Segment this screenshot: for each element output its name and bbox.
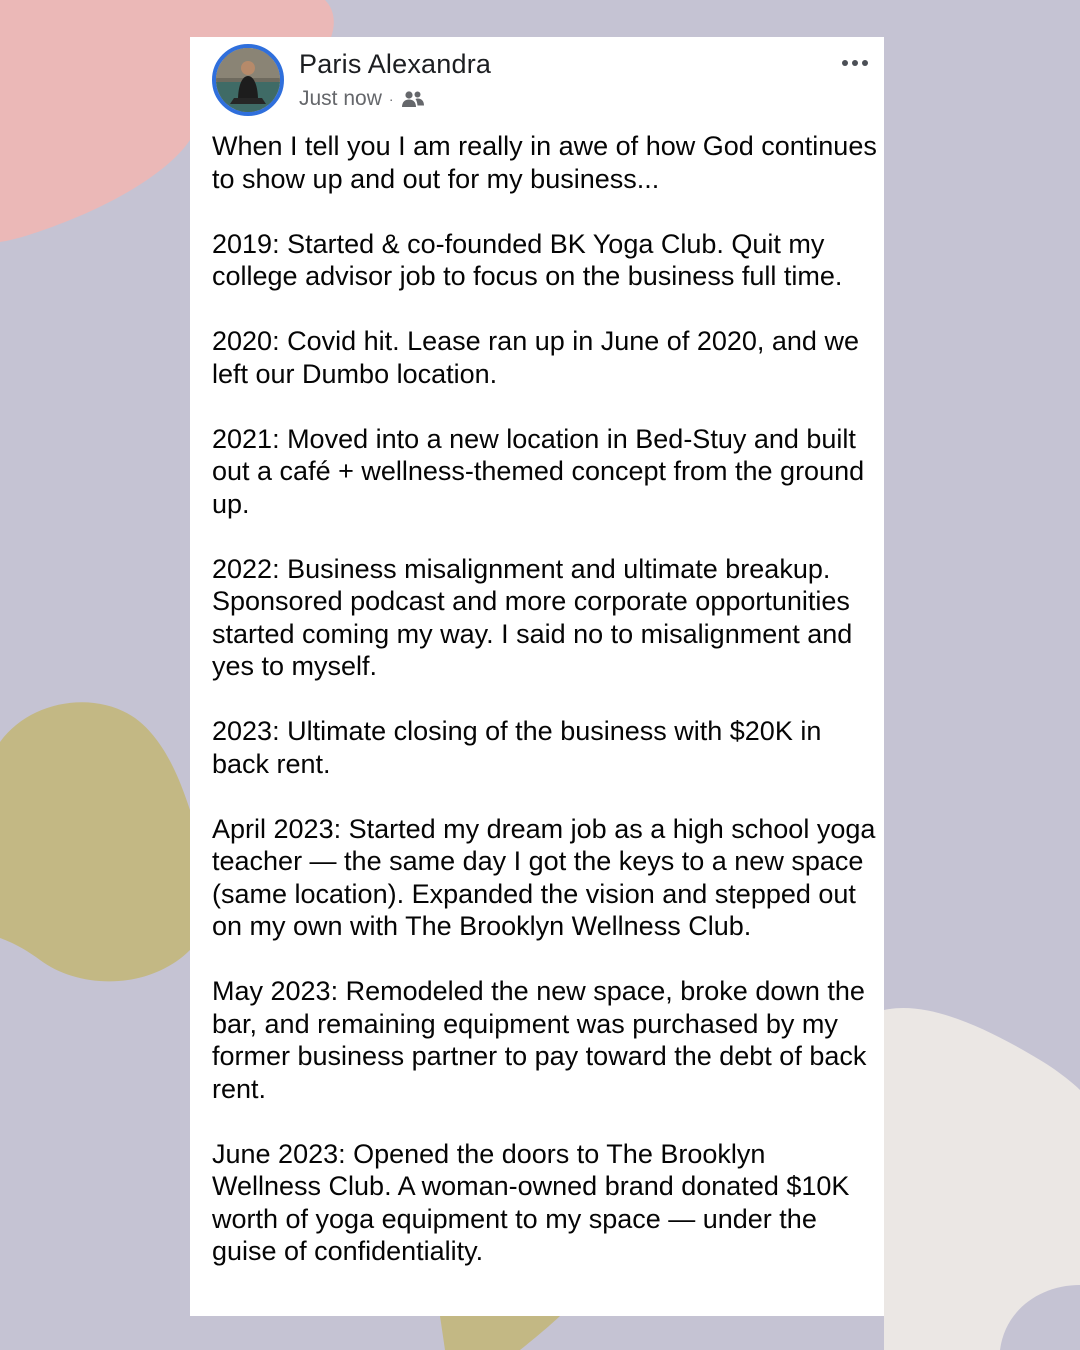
more-options-button[interactable] <box>838 53 872 73</box>
post-paragraph: 2019: Started & co-founded BK Yoga Club. Quit my college advisor job to focus on the business full time. <box>212 228 843 291</box>
post-paragraph: 2021: Moved into a new location in Bed-Stuy and built out a café + wellness-themed concept from the ground up. <box>212 423 865 519</box>
post-header <box>190 37 884 127</box>
avatar-photo <box>216 48 280 112</box>
timestamp[interactable]: Just now <box>299 87 382 110</box>
post-paragraph: June 2023: Opened the doors to The Brooklyn Wellness Club. A woman-owned brand donated $10K worth of yoga equipment to my space — under the guise of confidentiality. <box>212 1138 850 1266</box>
post-paragraph: 2022: Business misalignment and ultimate breakup. Sponsored podcast and more corporate opportunities started coming my way. I said no to misalignment and yes to myself. <box>212 553 853 681</box>
post-card <box>190 37 884 1316</box>
ellipsis-icon <box>842 60 848 66</box>
post-paragraph: May 2023: Remodeled the new space, broke down the bar, and remaining equipment was purchased by my former business partner to pay toward the debt of back rent. <box>212 976 867 1104</box>
author-name[interactable]: Paris Alexandra <box>299 49 492 79</box>
post-paragraph: April 2023: Started my dream job as a high school yoga teacher — the same day I got the keys to a new space (same location). Expanded the vision and stepped out on my own with The Brooklyn Wellness Club. <box>212 813 876 941</box>
post-paragraph: When I tell you I am really in awe of how God continues to show up and out for my business... <box>212 131 877 194</box>
post-paragraph: 2020: Covid hit. Lease ran up in June of 2020, and we left our Dumbo location. <box>212 326 859 389</box>
post-text <box>212 130 877 1268</box>
ellipsis-icon <box>862 60 868 66</box>
ellipsis-icon <box>852 60 858 66</box>
olive-blob-bottom <box>440 1316 560 1350</box>
avatar[interactable] <box>212 44 284 116</box>
post-paragraph: 2023: Ultimate closing of the business with $20K in back rent. <box>212 716 822 779</box>
friends-icon[interactable] <box>401 89 425 109</box>
olive-blob <box>0 702 190 981</box>
meta-separator: · <box>388 91 394 107</box>
post-meta <box>299 87 425 111</box>
